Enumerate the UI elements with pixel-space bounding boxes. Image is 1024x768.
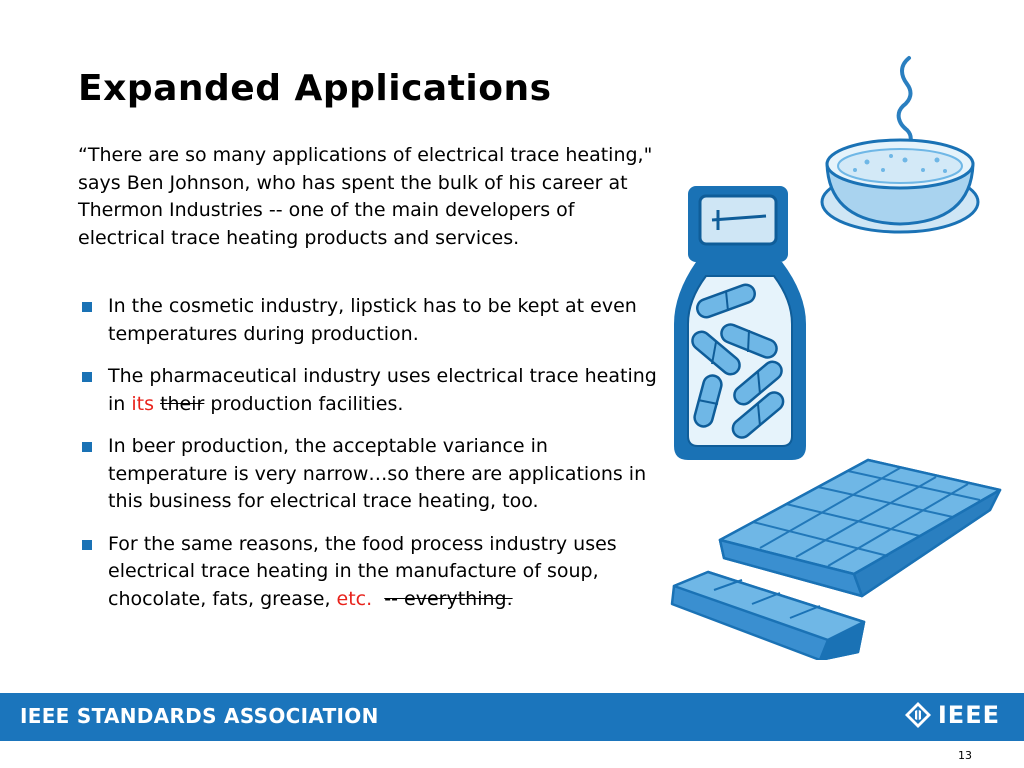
pill-bottle-icon: [666, 184, 814, 464]
bullet-square-icon: [82, 372, 92, 382]
bullet-item-beer: [78, 433, 658, 516]
ieee-logo-text: IEEE: [937, 701, 1000, 729]
slide-title: Expanded Applications: [78, 68, 552, 109]
bullet-square-icon: [82, 302, 92, 312]
struck-phrase: -- everything.: [384, 587, 513, 610]
bullet-text-end: production facilities.: [204, 392, 404, 415]
soup-bowl-icon: [815, 52, 985, 242]
bullet-item-food: [78, 531, 658, 614]
chocolate-bar-icon: [668, 456, 1004, 660]
bullet-text: The pharmaceutical industry uses electrical trace heating in: [108, 365, 657, 415]
bullet-text: In the cosmetic industry, lipstick has to be kept at even temperatures during production.: [108, 295, 637, 345]
page-number: 13: [958, 749, 972, 762]
bullet-text: For the same reasons, the food process industry uses electrical trace heating in the manufacture of soup, chocolate, fats, grease,: [108, 532, 617, 610]
quote-paragraph: “There are so many applications of electrical trace heating," says Ben Johnson, who has spent the bulk of his career at Thermon Industries -- one of the main developers of electrical trace heating products and services.: [78, 144, 653, 249]
highlighted-word: its: [131, 392, 155, 415]
ieee-logo: [904, 701, 1000, 729]
bullet-item-cosmetic: [78, 293, 658, 348]
footer-organization-name: IEEE STANDARDS ASSOCIATION: [20, 704, 379, 728]
bullet-square-icon: [82, 540, 92, 550]
footer-bar: [0, 693, 1024, 741]
bullet-text: In beer production, the acceptable variance in temperature is very narrow…so there are applications in this business for electrical trace heating, too.: [108, 435, 647, 512]
ieee-diamond-icon: [904, 701, 932, 729]
bullet-item-pharmaceutical: [78, 363, 658, 418]
highlighted-word: etc.: [336, 587, 373, 610]
bullet-list: [78, 293, 658, 628]
bullet-square-icon: [82, 442, 92, 452]
struck-word: their: [160, 392, 205, 415]
